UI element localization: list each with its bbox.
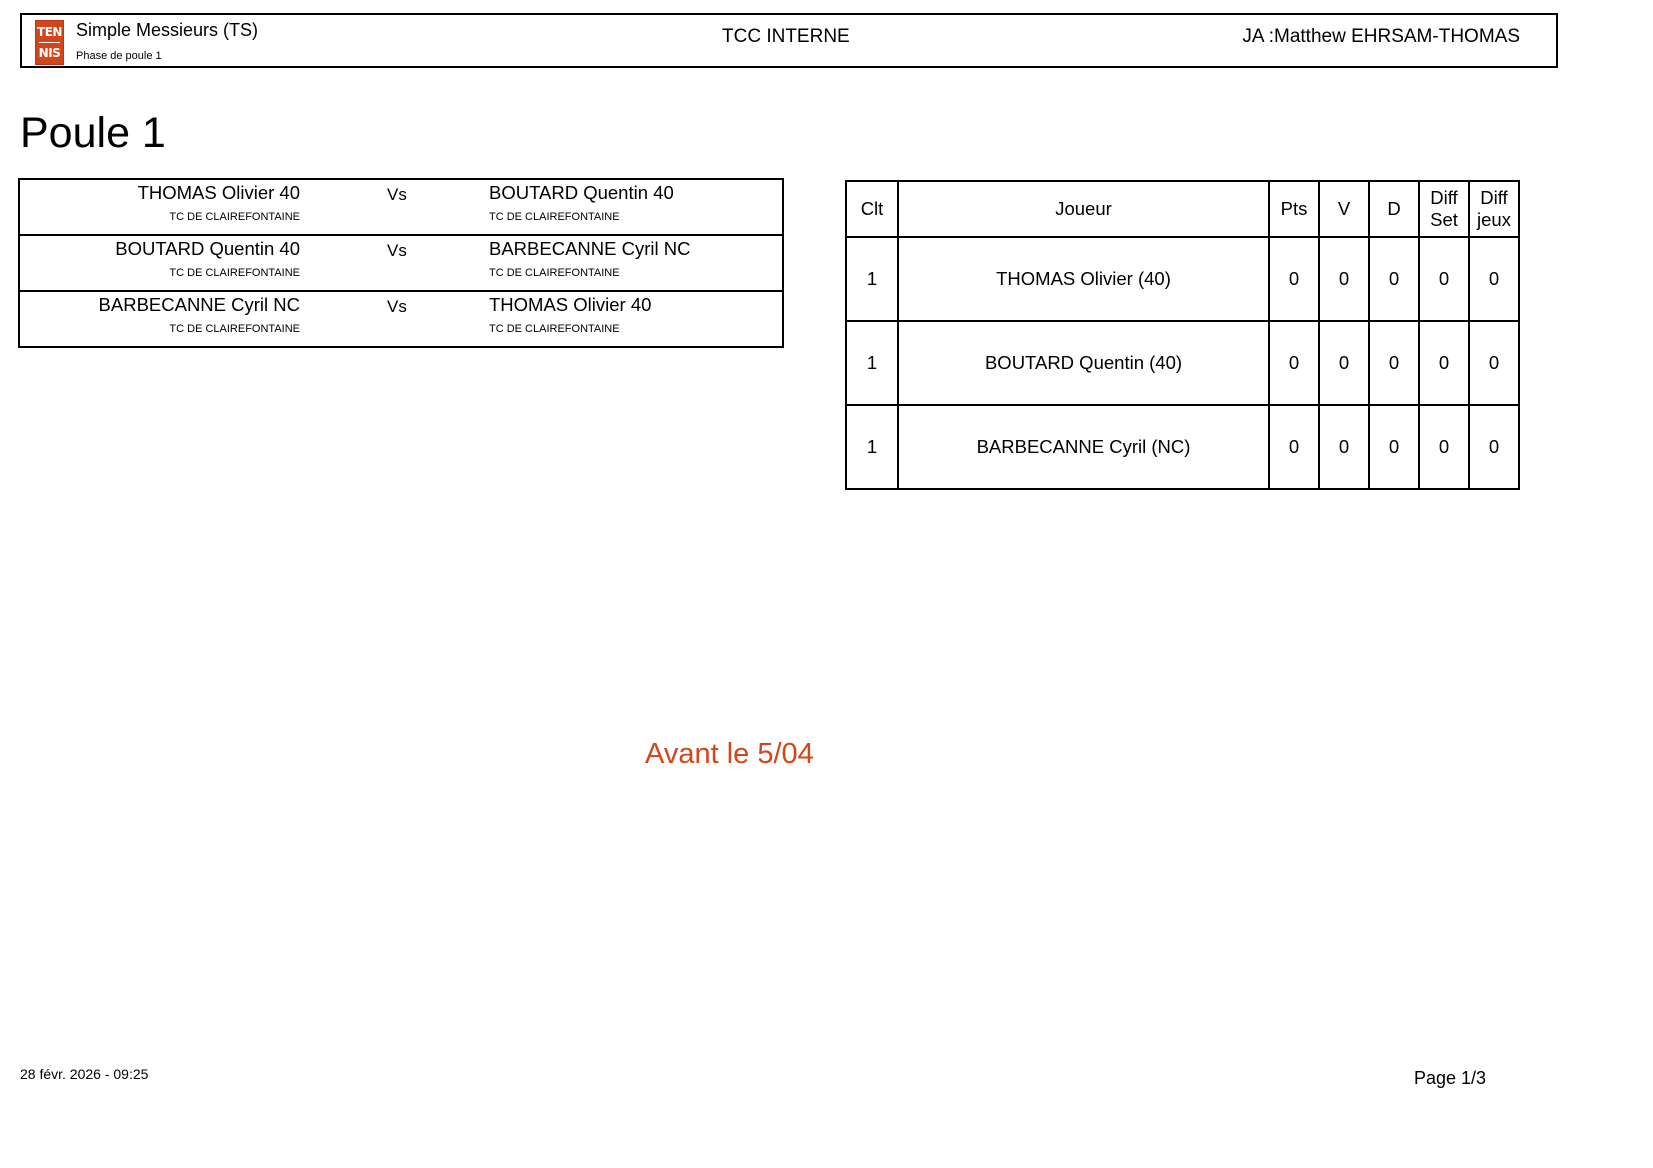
phase-label: Phase de poule 1 — [76, 50, 162, 62]
standings-row — [846, 405, 1519, 489]
deadline-note: Avant le 5/04 — [645, 738, 814, 770]
cell-player: THOMAS Olivier (40) — [898, 237, 1269, 321]
header-joueur: Joueur — [898, 181, 1269, 237]
player1-club: TC DE CLAIREFONTAINE — [169, 211, 300, 223]
cell-pts: 0 — [1269, 237, 1319, 321]
cell-diff-jeux: 0 — [1469, 237, 1519, 321]
logo-divider — [39, 42, 60, 43]
player1-club: TC DE CLAIREFONTAINE — [169, 267, 300, 279]
page-title: Poule 1 — [20, 109, 166, 157]
player2-name: THOMAS Olivier 40 — [489, 294, 652, 315]
match-row — [20, 292, 782, 346]
cell-player: BARBECANNE Cyril (NC) — [898, 405, 1269, 489]
cell-diff-jeux: 0 — [1469, 405, 1519, 489]
header-clt: Clt — [846, 181, 898, 237]
cell-d: 0 — [1369, 405, 1419, 489]
matches-table — [18, 178, 784, 348]
category-title: Simple Messieurs (TS) — [76, 20, 259, 40]
header-v: V — [1319, 181, 1369, 237]
player2-club: TC DE CLAIREFONTAINE — [489, 323, 620, 335]
cell-diff-set: 0 — [1419, 405, 1469, 489]
cell-v: 0 — [1319, 321, 1369, 405]
tennis-logo — [35, 20, 64, 65]
player2-club: TC DE CLAIREFONTAINE — [489, 267, 620, 279]
logo-text-bottom: NIS — [38, 46, 61, 60]
cell-clt: 1 — [846, 237, 898, 321]
player1-club: TC DE CLAIREFONTAINE — [169, 323, 300, 335]
header-diff-jeux-line1: Diff — [1480, 187, 1508, 208]
cell-v: 0 — [1319, 405, 1369, 489]
player1-name: THOMAS Olivier 40 — [137, 182, 300, 203]
standings-header-row — [846, 181, 1519, 237]
vs-label: Vs — [387, 241, 407, 260]
referee-label: JA :Matthew EHRSAM-THOMAS — [1242, 26, 1520, 47]
header-diff-set-line2: Set — [1430, 209, 1458, 230]
cell-d: 0 — [1369, 237, 1419, 321]
player1-name: BOUTARD Quentin 40 — [115, 238, 300, 259]
header-diff-set-line1: Diff — [1430, 187, 1458, 208]
cell-diff-set: 0 — [1419, 237, 1469, 321]
standings-row — [846, 321, 1519, 405]
cell-clt: 1 — [846, 321, 898, 405]
tournament-name: TCC INTERNE — [722, 26, 850, 47]
header-diff-jeux — [1469, 181, 1519, 237]
header-pts: Pts — [1269, 181, 1319, 237]
cell-clt: 1 — [846, 405, 898, 489]
standings-row — [846, 237, 1519, 321]
player2-name: BARBECANNE Cyril NC — [489, 238, 691, 259]
header-diff-set — [1419, 181, 1469, 237]
logo-text-top: TEN — [37, 25, 62, 39]
page-number: Page 1/3 — [1414, 1068, 1487, 1088]
cell-player: BOUTARD Quentin (40) — [898, 321, 1269, 405]
header-box — [20, 13, 1558, 68]
vs-label: Vs — [387, 297, 407, 316]
cell-pts: 0 — [1269, 321, 1319, 405]
player2-club: TC DE CLAIREFONTAINE — [489, 211, 620, 223]
header-d: D — [1369, 181, 1419, 237]
cell-diff-set: 0 — [1419, 321, 1469, 405]
standings-table — [845, 180, 1520, 490]
print-date: 28 févr. 2026 - 09:25 — [20, 1066, 149, 1082]
cell-pts: 0 — [1269, 405, 1319, 489]
match-row — [20, 236, 782, 292]
vs-label: Vs — [387, 185, 407, 204]
header-diff-jeux-line2: jeux — [1477, 209, 1511, 230]
player1-name: BARBECANNE Cyril NC — [98, 294, 300, 315]
cell-v: 0 — [1319, 237, 1369, 321]
cell-d: 0 — [1369, 321, 1419, 405]
match-row — [20, 180, 782, 236]
player2-name: BOUTARD Quentin 40 — [489, 182, 674, 203]
cell-diff-jeux: 0 — [1469, 321, 1519, 405]
